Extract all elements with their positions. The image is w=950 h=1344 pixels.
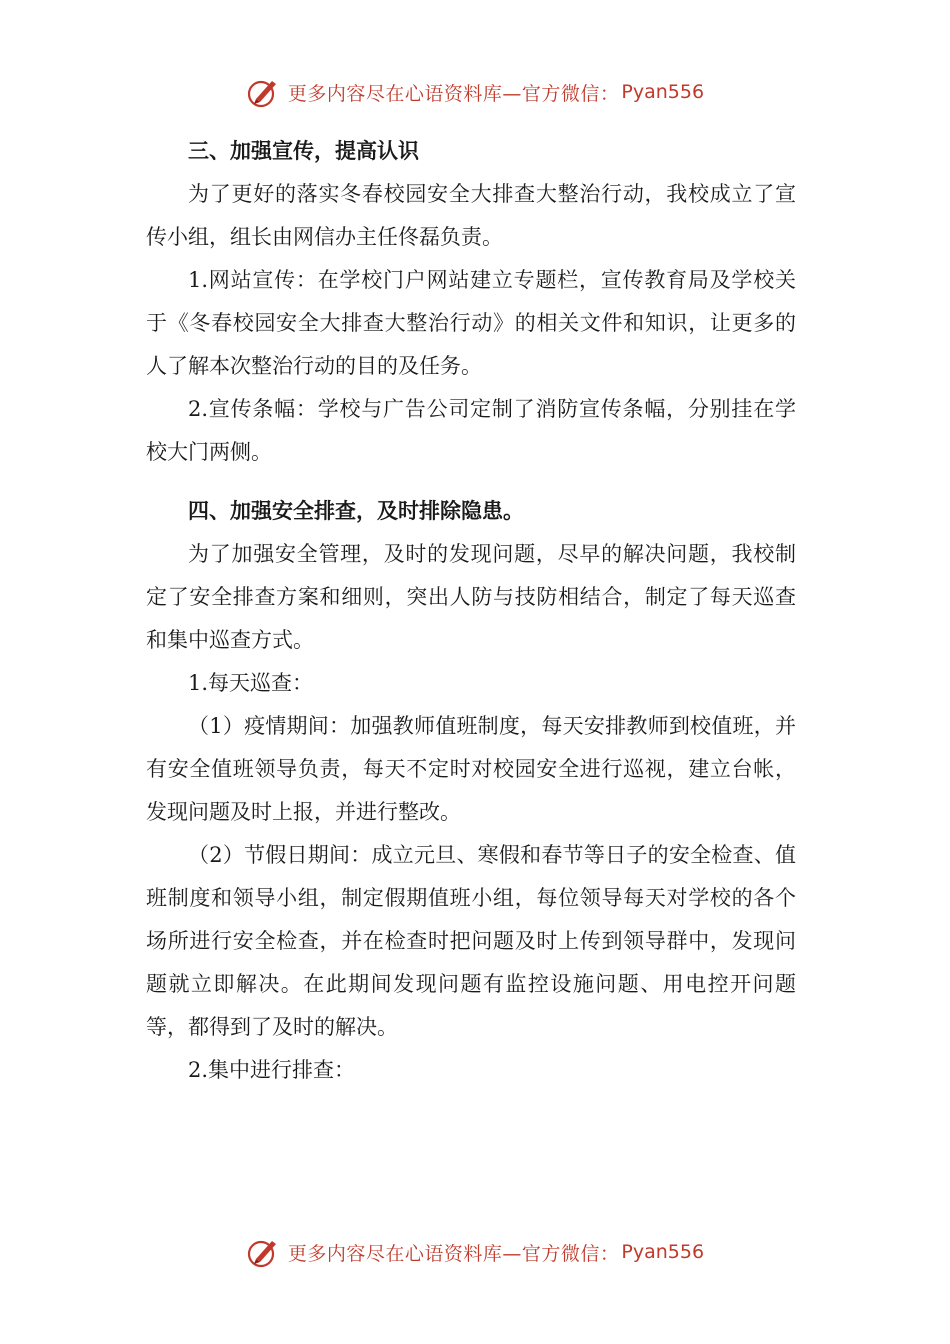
paragraph: 1.每天巡查： bbox=[188, 671, 314, 695]
paragraph: 2.宣传条幅：学校与广告公司定制了消防宣传条幅，分别挂在学校大门两侧。 bbox=[146, 397, 796, 464]
paragraph: 2.集中进行排查： bbox=[188, 1058, 356, 1082]
banner-text: 更多内容尽在心语资料库—官方微信： bbox=[287, 1242, 620, 1265]
document-body bbox=[146, 130, 796, 1092]
section-heading: 三、加强宣传，提高认识 bbox=[188, 139, 419, 163]
wechat-id: Pyan556 bbox=[621, 81, 705, 103]
pen-icon bbox=[246, 1235, 280, 1269]
paragraph: （1）疫情期间：加强教师值班制度，每天安排教师到校值班，并有安全值班领导负责，每天不定时对校园安全进行巡视，建立台帐，发现问题及时上报，并进行整改。 bbox=[146, 714, 796, 824]
paragraph: 1.网站宣传：在学校门户网站建立专题栏，宣传教育局及学校关于《冬春校园安全大排查大整治行动》的相关文件和知识，让更多的人了解本次整治行动的目的及任务。 bbox=[146, 268, 796, 378]
pen-icon bbox=[246, 75, 280, 109]
banner-text: 更多内容尽在心语资料库—官方微信： bbox=[287, 82, 620, 105]
section-heading: 四、加强安全排查，及时排除隐患。 bbox=[188, 499, 524, 523]
header-banner bbox=[0, 72, 950, 112]
wechat-id: Pyan556 bbox=[621, 1241, 705, 1263]
paragraph: （2）节假日期间：成立元旦、寒假和春节等日子的安全检查、值班制度和领导小组，制定假期值班小组，每位领导每天对学校的各个场所进行安全检查，并在检查时把问题及时上传到领导群中，发现问题就立即解决。在此期间发现问题有监控设施问题、用电控开问题等，都得到了及时的解决。 bbox=[146, 843, 796, 1039]
paragraph: 为了加强安全管理，及时的发现问题，尽早的解决问题，我校制定了安全排查方案和细则，突出人防与技防相结合，制定了每天巡查和集中巡查方式。 bbox=[146, 542, 796, 652]
footer-banner bbox=[0, 1232, 950, 1272]
paragraph: 为了更好的落实冬春校园安全大排查大整治行动，我校成立了宣传小组，组长由网信办主任佟磊负责。 bbox=[146, 182, 796, 249]
